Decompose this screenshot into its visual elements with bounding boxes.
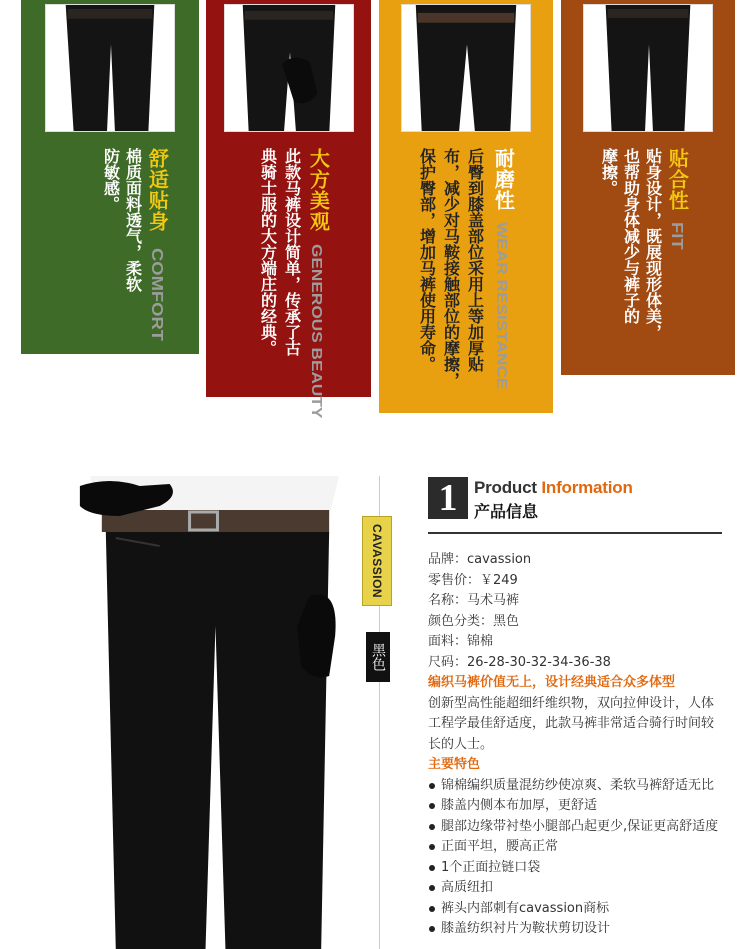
- feature-title: 大方美观: [306, 148, 331, 232]
- feature-desc-line: 布，减少对马鞍接触部位的摩擦，: [441, 148, 461, 388]
- feature-bullet-text: 膝盖内侧本布加厚，更舒适: [441, 798, 598, 813]
- feature-bullet: [428, 817, 728, 838]
- info-header: [428, 474, 728, 526]
- feature-desc-line: 贴身设计，既展现形体美，: [643, 148, 663, 340]
- pants-photo-wear: [401, 4, 531, 132]
- bullet-dot-icon: [429, 926, 435, 932]
- feature-desc-line: 棉质面料透气，柔软: [123, 148, 143, 292]
- info-title-part-b: Information: [541, 478, 633, 497]
- feature-banner-fit: [561, 0, 735, 375]
- bullet-dot-icon: [429, 803, 435, 809]
- feature-bullet-text: 1个正面拉链口袋: [441, 859, 541, 875]
- product-photo: [40, 476, 380, 949]
- feature-bullet: [428, 858, 728, 879]
- pants-photo-beauty: [224, 4, 354, 132]
- feature-bullet-text: 高质纽扣: [441, 880, 494, 895]
- bullet-dot-icon: [429, 824, 435, 830]
- feature-bullet: [428, 837, 728, 858]
- bullet-dot-icon: [429, 844, 435, 850]
- description-line: 工程学最佳舒适度，此款马裤非常适合骑行时间较: [428, 716, 715, 731]
- feature-bullet-text: 锦棉编织质量混纺纱使凉爽、柔软马裤舒适无比: [441, 777, 715, 793]
- feature-bullet: [428, 899, 728, 920]
- description-line: 创新型高性能超细纤维织物，双向拉伸设计，人体: [428, 695, 715, 711]
- feature-desc-line: 防敏感。: [101, 148, 121, 212]
- section-number: 1: [428, 477, 468, 519]
- feature-english: COMFORT: [148, 248, 165, 342]
- feature-bullet: [428, 796, 728, 817]
- feature-desc-line: 后臀到膝盖部位采用上等加厚贴: [465, 148, 485, 372]
- spec-color: 颜色分类：黑色: [428, 613, 520, 629]
- features-heading: 主要特色: [428, 757, 481, 772]
- bullet-dot-icon: [429, 865, 435, 871]
- feature-english: FIT: [668, 222, 685, 250]
- pants-photo-fit: [583, 4, 713, 132]
- feature-desc-line: 保护臀部，增加马裤使用寿命。: [417, 148, 437, 372]
- bullet-dot-icon: [429, 783, 435, 789]
- spec-size: 尺码：26-28-30-32-34-36-38: [428, 654, 611, 670]
- color-tag: [366, 632, 390, 682]
- feature-bullet-text: 裤头内部刺有cavassion商标: [441, 900, 610, 916]
- bullet-dot-icon: [429, 906, 435, 912]
- info-title-english: [474, 478, 633, 498]
- highlight-text: 编织马裤价值无上，设计经典适合众多体型: [428, 675, 676, 690]
- spec-fabric: 面料：锦棉: [428, 634, 494, 649]
- feature-title: 贴合性: [665, 148, 690, 211]
- divider: [428, 532, 722, 534]
- feature-banner-beauty: [206, 0, 371, 419]
- feature-title: 舒适贴身: [145, 148, 170, 232]
- feature-bullet-text: 膝盖纺织衬片为鞍状剪切设计: [441, 921, 611, 936]
- feature-banner-comfort: [21, 0, 199, 354]
- feature-title: 耐磨性: [491, 148, 516, 211]
- bullet-dot-icon: [429, 885, 435, 891]
- feature-bullet-text: 腿部边缘带衬垫小腿部凸起更少,保证更高舒适度: [441, 818, 719, 834]
- info-title-part-a: Product: [474, 478, 537, 497]
- feature-desc-line: 也帮助身体减少与裤子的: [621, 148, 641, 324]
- feature-bullet: [428, 919, 728, 940]
- brand-tag: [362, 516, 392, 606]
- feature-banner-wear-resistance: [379, 0, 553, 413]
- product-info: [428, 474, 728, 936]
- spec-brand: 品牌：cavassion: [428, 552, 532, 567]
- feature-bullet: [428, 776, 728, 797]
- brand-tag-label: CAVASSION: [370, 523, 384, 599]
- spec-price: 零售价：￥249: [428, 572, 518, 588]
- feature-bullet: [428, 878, 728, 899]
- spec-name: 名称：马术马裤: [428, 593, 520, 608]
- info-title-chinese: 产品信息: [474, 502, 539, 521]
- feature-english: GENEROUS BEAUTY: [308, 244, 325, 419]
- feature-bullet-text: 正面平坦，腰高正常: [441, 839, 559, 854]
- description-line: 长的人士。: [428, 736, 494, 752]
- feature-desc-line: 典骑士服的大方端庄的经典。: [258, 148, 278, 356]
- pants-photo-comfort: [45, 4, 175, 132]
- spec-list: [428, 550, 728, 940]
- color-tag-label: 黑色: [370, 643, 386, 671]
- feature-desc-line: 此款马裤设计简单，传承了古: [282, 148, 302, 356]
- feature-desc-line: 摩擦。: [599, 148, 619, 196]
- feature-english: WEAR RESISTANCE: [493, 222, 510, 390]
